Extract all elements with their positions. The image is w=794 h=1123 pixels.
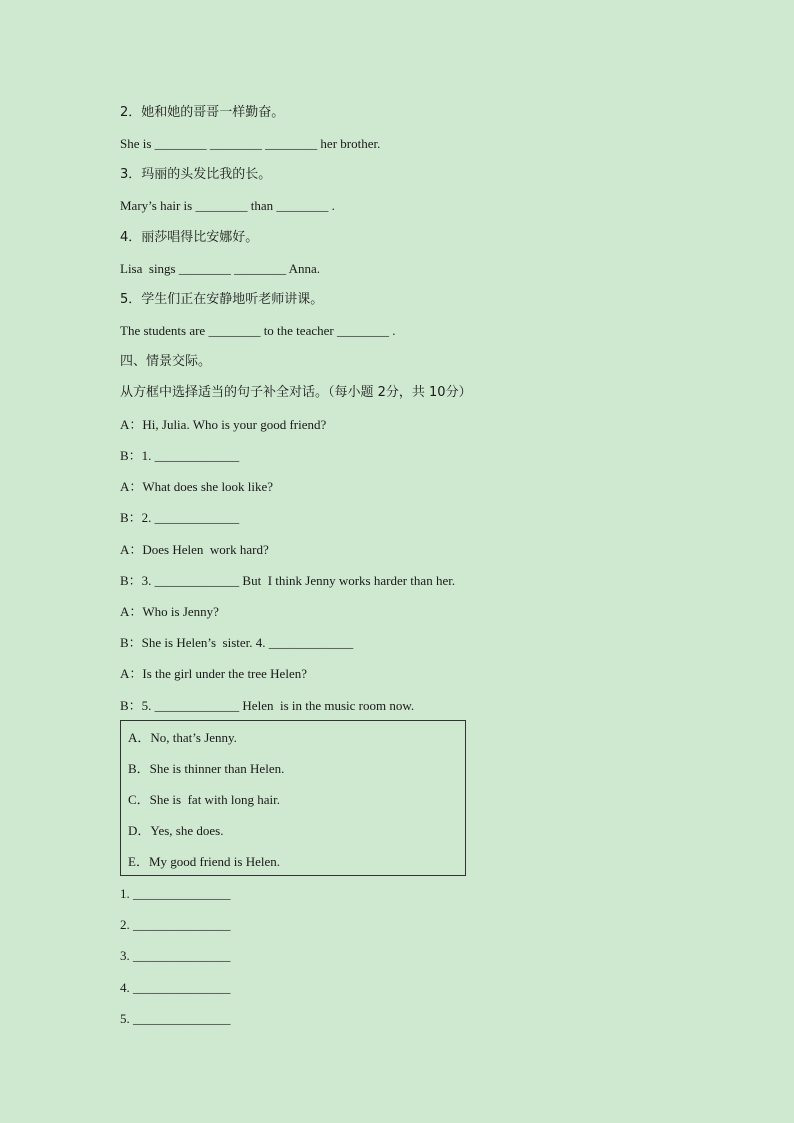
dialogue-line: A：Is the girl under the tree Helen?	[120, 666, 307, 681]
answer-line-4[interactable]: 4. _______________	[120, 980, 231, 995]
dialogue-line: A：Who is Jenny?	[120, 604, 219, 619]
translation-item-2-cn: 2．她和她的哥哥一样勤奋。	[120, 105, 285, 120]
dialogue-line: B：1. _____________	[120, 448, 240, 463]
dialogue-line: A：Hi, Julia. Who is your good friend?	[120, 417, 327, 432]
translation-item-4-cn: 4．丽莎唱得比安娜好。	[120, 230, 259, 245]
dialogue-line: B：5. _____________ Helen is in the music room now.	[120, 698, 415, 713]
dialogue-line: B：She is Helen’s sister. 4. _____________	[120, 635, 354, 650]
dialogue-line: B：3. _____________ But I think Jenny works harder than her.	[120, 573, 456, 588]
option-e: E．My good friend is Helen.	[128, 854, 281, 869]
option-d: D．Yes, she does.	[128, 823, 224, 838]
dialogue-line: A：Does Helen work hard?	[120, 542, 269, 557]
answer-line-5[interactable]: 5. _______________	[120, 1011, 231, 1026]
answer-line-2[interactable]: 2. _______________	[120, 917, 231, 932]
dialogue-line: A：What does she look like?	[120, 479, 274, 494]
section-4-instruction: 从方框中选择适当的句子补全对话。（每小题 2分，共 10分）	[120, 385, 472, 400]
option-b: B．She is thinner than Helen.	[128, 761, 285, 776]
translation-item-3-en: Mary’s hair is ________ than ________ .	[120, 198, 335, 213]
translation-item-5-cn: 5．学生们正在安静地听老师讲课。	[120, 292, 324, 307]
translation-item-2-en: She is ________ ________ ________ her brother.	[120, 136, 381, 151]
section-4-heading: 四、情景交际。	[120, 354, 212, 369]
dialogue-line: B：2. _____________	[120, 510, 240, 525]
option-c: C．She is fat with long hair.	[128, 792, 281, 807]
answer-line-3[interactable]: 3. _______________	[120, 948, 231, 963]
answer-line-1[interactable]: 1. _______________	[120, 886, 231, 901]
option-a: A．No, that’s Jenny.	[128, 730, 237, 745]
translation-item-3-cn: 3．玛丽的头发比我的长。	[120, 167, 272, 182]
translation-item-5-en: The students are ________ to the teacher ________ .	[120, 323, 396, 338]
options-box	[120, 720, 466, 876]
translation-item-4-en: Lisa sings ________ ________ Anna.	[120, 261, 321, 276]
